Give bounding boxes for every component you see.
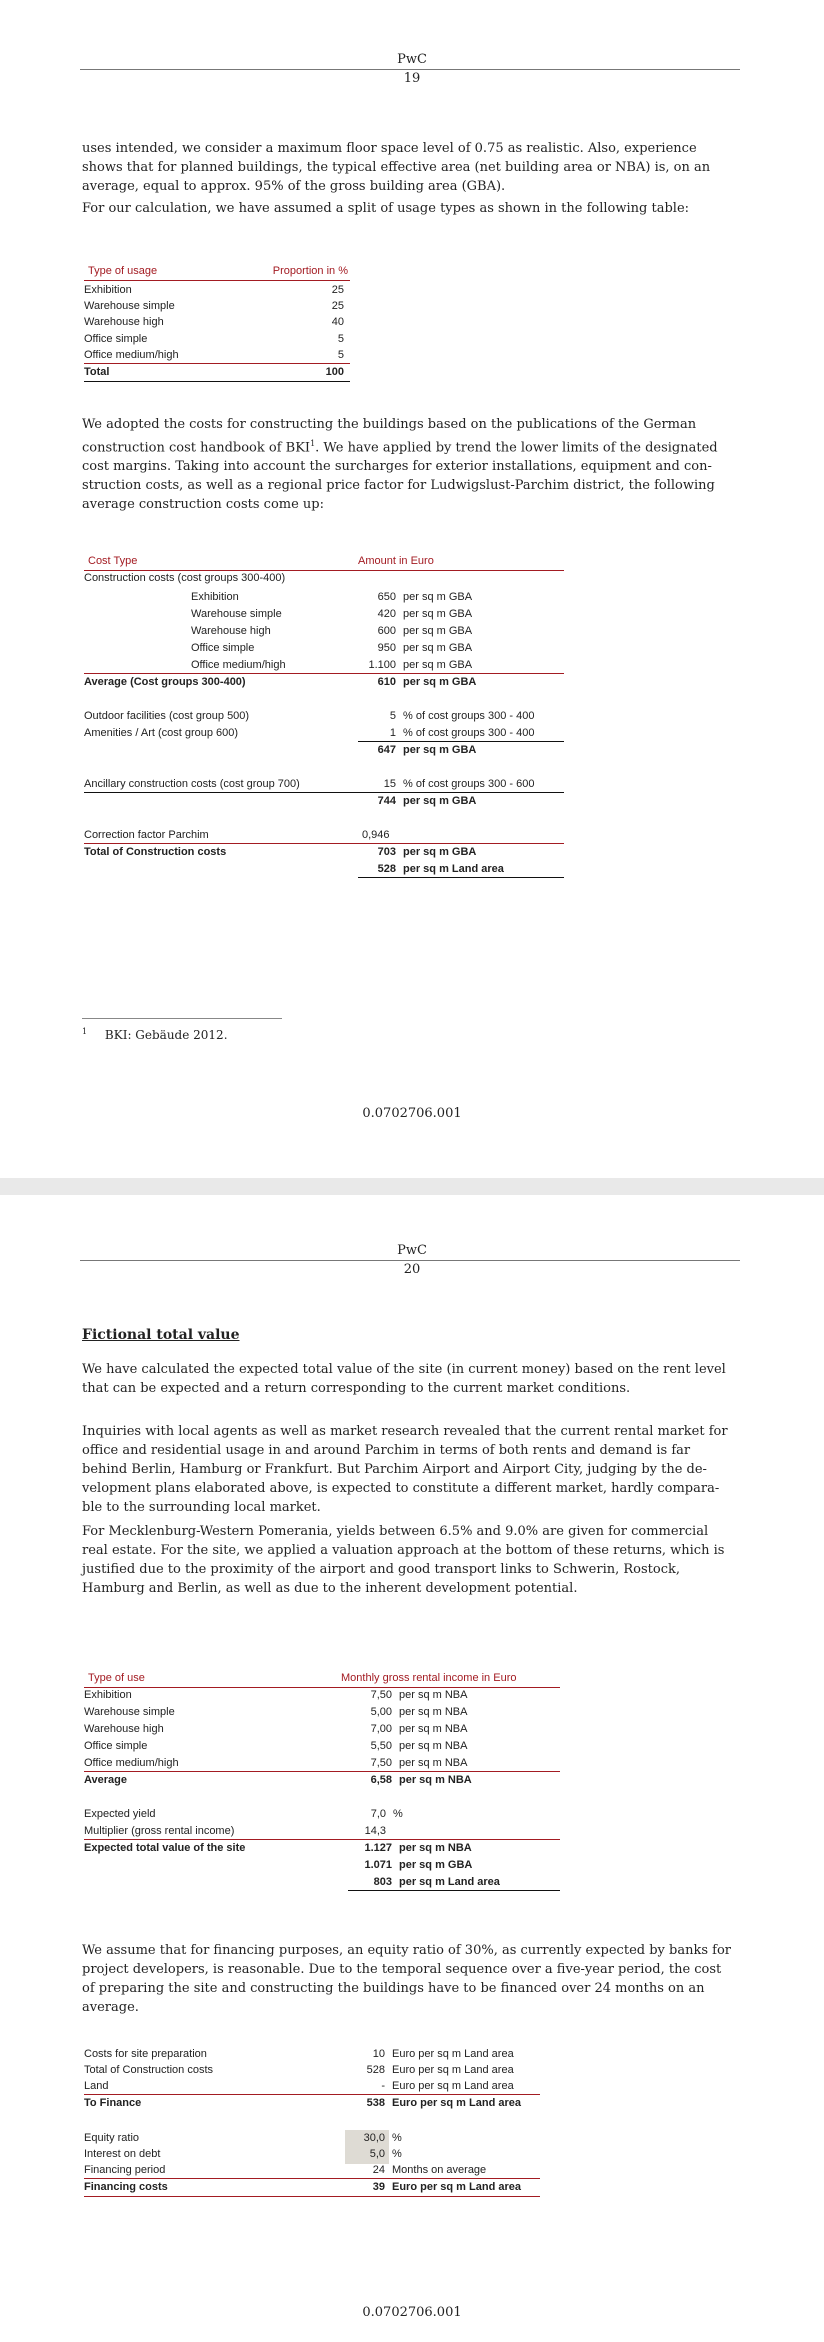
page-20 — [0, 1195, 824, 2342]
table-cell: % — [392, 2148, 402, 2160]
table-cell: 7,0 — [370, 1808, 386, 1820]
table-cell: Office medium/high — [84, 349, 179, 361]
table-cell: 1.100 — [368, 659, 396, 671]
table-rule — [84, 570, 564, 571]
table-total-value: 803 — [373, 1876, 392, 1888]
table-average-unit: per sq m GBA — [403, 676, 477, 688]
table-cell: 600 — [377, 625, 396, 637]
table-total-unit: per sq m GBA — [399, 1859, 473, 1871]
table-cell: Office medium/high — [191, 659, 286, 671]
header-company: PwC — [397, 1243, 427, 1258]
paragraph: We assume that for financing purposes, an equity ratio of 30%, as currently expected by banks for project developers, is reasonable. Due to the temporal sequence over a five-year period, the cost of preparing the site and constructing the buildings have to be financed over 24 months on an average. — [82, 1943, 731, 2015]
table-cell: Office simple — [191, 642, 255, 654]
table-cell: Euro per sq m Land area — [392, 2048, 514, 2060]
table-cell: per sq m NBA — [399, 1723, 468, 1735]
page-number: 20 — [403, 1262, 421, 1277]
table-cell: Office simple — [84, 333, 148, 345]
paragraph: For Mecklenburg-Western Pomerania, yields between 6.5% and 9.0% are given for commercial real estate. For the site, we applied a valuation approach at the bottom of these returns, which is justified due to the proximity of the airport and good transport links to Schwerin, Rostock, Hamburg and Berlin, as well as due to the inherent development potential. — [82, 1524, 725, 1596]
table-average-label: Average — [84, 1774, 128, 1786]
table-average-value: 6,58 — [370, 1774, 392, 1786]
section-title: Fictional total value — [82, 1327, 240, 1343]
table-cell: Total of Construction costs — [84, 2064, 214, 2076]
table-total-value: 703 — [377, 846, 396, 858]
table-cell: Exhibition — [84, 1689, 132, 1701]
table-cell: 5 — [337, 333, 344, 345]
table-cell: 5,00 — [370, 1706, 392, 1718]
table-average-unit: per sq m NBA — [399, 1774, 472, 1786]
table-cell: Amenities / Art (cost group 600) — [84, 727, 239, 739]
table-rule — [348, 1890, 560, 1891]
footnote-mark: 1 — [82, 1027, 88, 1036]
table-cell: Costs for site preparation — [84, 2048, 207, 2060]
table-rule — [84, 1687, 560, 1688]
footnote-divider — [82, 1018, 282, 1019]
table-total-unit: per sq m Land area — [403, 863, 504, 875]
footnote-mark: 1 — [310, 439, 316, 448]
table-cell: Ancillary construction costs (cost group 700) — [84, 778, 300, 790]
table-total-label: To Finance — [84, 2097, 142, 2109]
paragraph: We have calculated the expected total value of the site (in current money) based on the rent level that can be expected and a return corresponding to the current market conditions. — [82, 1362, 726, 1396]
table-total-value: 528 — [377, 863, 396, 875]
table-cell: 25 — [331, 300, 344, 312]
table-rule — [84, 2094, 540, 2095]
table-average-value: 610 — [377, 676, 396, 688]
table-average-label: Average (Cost groups 300-400) — [84, 676, 246, 688]
table-header-type: Type of use — [88, 1672, 145, 1684]
table-total-value: 100 — [325, 366, 344, 378]
table-cell: Equity ratio — [84, 2132, 140, 2144]
footnote — [82, 1027, 228, 1042]
paragraph-text: We adopted the costs for constructing the buildings based on the publications of the German construction cost handbook of BKI — [82, 417, 697, 456]
paragraph: For our calculation, we have assumed a split of usage types as shown in the following table: — [82, 201, 690, 216]
table-header-amount: Amount in Euro — [358, 555, 434, 567]
table-total-label: Total — [84, 366, 110, 378]
table-rule — [84, 1771, 560, 1772]
table-cell: Exhibition — [84, 284, 132, 296]
table-group-label: Construction costs (cost groups 300-400) — [84, 572, 286, 584]
table-subtotal-value: 744 — [377, 795, 396, 807]
table-rule — [84, 1839, 560, 1840]
table-rule — [358, 877, 564, 878]
intro-text — [82, 139, 732, 221]
table-cell: per sq m NBA — [399, 1689, 468, 1701]
table-header-income: Monthly gross rental income in Euro — [341, 1672, 517, 1684]
table-cell: per sq m NBA — [399, 1706, 468, 1718]
table-total-value: 1.071 — [364, 1859, 392, 1871]
table-cell: per sq m NBA — [399, 1757, 468, 1769]
table-total-label: Total of Construction costs — [84, 846, 227, 858]
table-cell: Office medium/high — [84, 1757, 179, 1769]
table-cell: 5 — [389, 710, 396, 722]
table-cell: Months on average — [392, 2164, 487, 2176]
paragraph: uses intended, we consider a maximum floor space level of 0.75 as realistic. Also, experience shows that for planned buildings, the typical effective area (net building area or NBA) is, on an average, equal to approx. 95% of the gross building area (GBA). — [82, 141, 711, 194]
table-rule — [84, 2196, 540, 2197]
table-total-value: 39 — [372, 2181, 385, 2193]
table-rule — [358, 741, 564, 742]
table-cell: % — [393, 1808, 403, 1820]
table-cell: Warehouse simple — [84, 1706, 175, 1718]
table-rule — [84, 792, 564, 793]
table-cell: 5,50 — [370, 1740, 392, 1752]
table-cell: 10 — [372, 2048, 385, 2060]
table-total-label: Financing costs — [84, 2181, 168, 2193]
table-cell: % of cost groups 300 - 600 — [403, 778, 535, 790]
table-cell: 30,0 — [363, 2132, 385, 2144]
table-total-unit: per sq m Land area — [399, 1876, 500, 1888]
table-rule — [84, 843, 564, 844]
table-total-unit: per sq m GBA — [403, 846, 477, 858]
header-divider — [80, 1260, 740, 1261]
page-number: 19 — [403, 71, 421, 86]
table-cell: Financing period — [84, 2164, 166, 2176]
table-total-unit: Euro per sq m Land area — [392, 2097, 521, 2109]
table-cell: per sq m GBA — [403, 659, 473, 671]
table-cell: 950 — [377, 642, 396, 654]
table-cell: Warehouse high — [84, 316, 164, 328]
table-cell: per sq m GBA — [403, 591, 473, 603]
table-cell: 40 — [331, 316, 344, 328]
paragraph: Inquiries with local agents as well as market research revealed that the current rental market for office and residential usage in and around Parchim in terms of both rents and demand is far behind Berlin, Hamburg or Frankfurt. But Parchim Airport and Airport City, judging by the de-velopment plans elaborated above, is expected to constitute a different market, hardly compara-ble to the surrounding local market. — [82, 1424, 728, 1515]
table-total-unit: Euro per sq m Land area — [392, 2181, 521, 2193]
table-cell: 24 — [372, 2164, 385, 2176]
table-cell: 420 — [377, 608, 396, 620]
table-total-value: 538 — [366, 2097, 385, 2109]
table-cell: 0,946 — [362, 829, 390, 841]
table-cell: 650 — [377, 591, 396, 603]
table-cell: 5 — [337, 349, 344, 361]
header-divider — [80, 69, 740, 70]
table-cell: Land — [84, 2080, 109, 2092]
table-cell: 7,50 — [370, 1689, 392, 1701]
table-cell: Outdoor facilities (cost group 500) — [84, 710, 250, 722]
document-id: 0.0702706.001 — [362, 1106, 462, 1121]
table-total-unit: per sq m NBA — [399, 1842, 472, 1854]
table-cell: Euro per sq m Land area — [392, 2064, 514, 2076]
table-cell: Office simple — [84, 1740, 148, 1752]
table-cell: per sq m NBA — [399, 1740, 468, 1752]
table-subtotal-value: 647 — [377, 744, 396, 756]
table-cell: 7,50 — [370, 1757, 392, 1769]
table-cell: 1 — [389, 727, 396, 739]
table-cell: Correction factor Parchim — [84, 829, 209, 841]
document-id: 0.0702706.001 — [362, 2305, 462, 2320]
footnote-text: BKI: Gebäude 2012. — [104, 1028, 228, 1042]
table-total-value: 1.127 — [364, 1842, 392, 1854]
table-subtotal-unit: per sq m GBA — [403, 744, 477, 756]
header-company: PwC — [397, 52, 427, 67]
table-header-proportion: Proportion in % — [272, 265, 348, 277]
table-rule — [84, 2178, 540, 2179]
table-cell: per sq m GBA — [403, 608, 473, 620]
table-cell: Warehouse high — [191, 625, 271, 637]
table-cell: Multiplier (gross rental income) — [84, 1825, 235, 1837]
table-cell: 5,0 — [369, 2148, 385, 2160]
table-cell: 25 — [331, 284, 344, 296]
table-cell: per sq m GBA — [403, 642, 473, 654]
table-cell: % — [392, 2132, 402, 2144]
table-subtotal-unit: per sq m GBA — [403, 795, 477, 807]
table-rule — [84, 673, 564, 674]
table-cell: Warehouse simple — [84, 300, 175, 312]
table-cell: Exhibition — [191, 591, 239, 603]
table-cell: 15 — [383, 778, 396, 790]
table-cell: 7,00 — [370, 1723, 392, 1735]
paragraph-bki — [82, 415, 732, 514]
table-header-type: Type of usage — [88, 265, 158, 277]
table-cell: % of cost groups 300 - 400 — [403, 710, 535, 722]
table-cell: per sq m GBA — [403, 625, 473, 637]
table-cell: 14,3 — [364, 1825, 386, 1837]
table-cell: % of cost groups 300 - 400 — [403, 727, 535, 739]
table-cell: Euro per sq m Land area — [392, 2080, 514, 2092]
table-cell: Interest on debt — [84, 2148, 161, 2160]
table-cell: Warehouse high — [84, 1723, 164, 1735]
table-rule — [84, 381, 350, 382]
table-cell: - — [381, 2080, 385, 2092]
table-rule — [84, 280, 350, 281]
table-cell: Warehouse simple — [191, 608, 282, 620]
table-cell: Expected yield — [84, 1808, 156, 1820]
table-total-label: Expected total value of the site — [84, 1842, 246, 1854]
table-rule — [84, 363, 350, 364]
table-cell: 528 — [366, 2064, 385, 2076]
table-header-type: Cost Type — [88, 555, 138, 567]
paragraph-text: . We have applied by trend the lower limits of the designated cost margins. Taking into account the surcharges for exterior installations, equipment and con-struction costs, as well as a regional price factor for Ludwigslust-Parchim district, the following average construction costs come up: — [82, 440, 718, 513]
